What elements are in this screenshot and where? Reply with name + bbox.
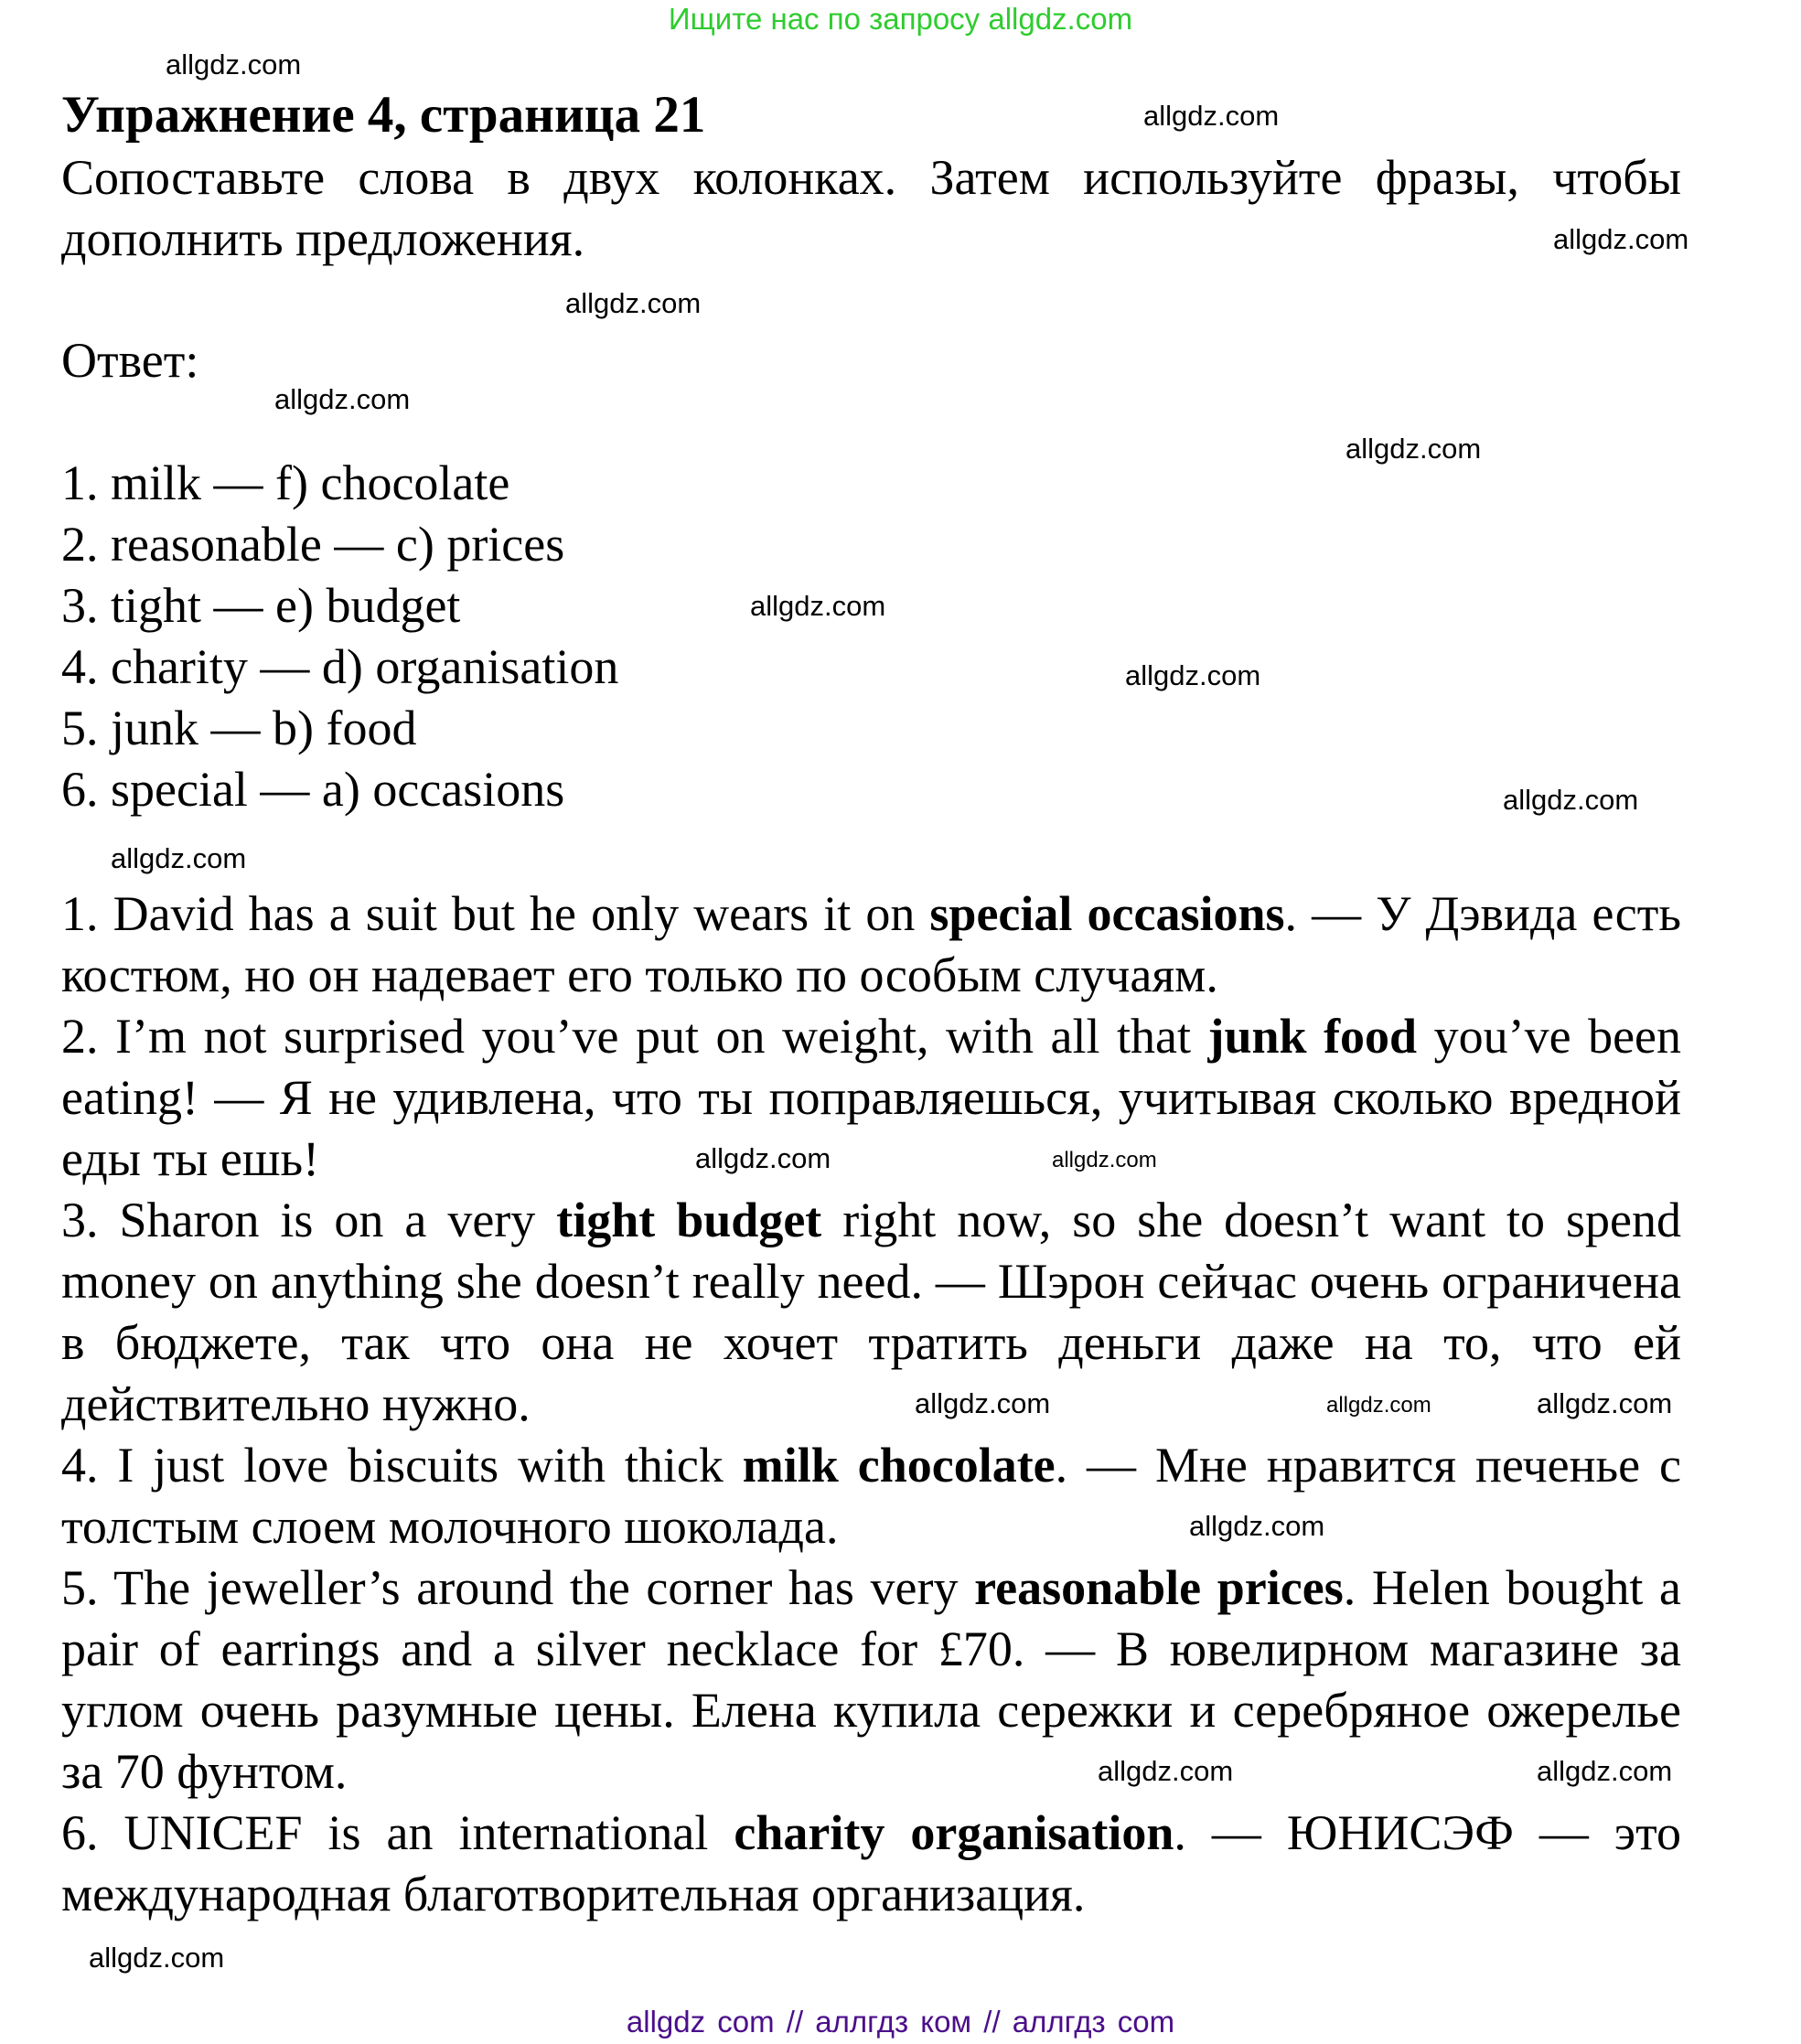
sentence-text: 5. The jeweller’s around the corner has very bbox=[61, 1560, 975, 1615]
sentence-phrase: junk food bbox=[1207, 1009, 1418, 1064]
sentence-text: 2. I’m not surprised you’ve put on weight, with all that bbox=[61, 1009, 1208, 1064]
sentence-item bbox=[61, 1006, 1681, 1190]
sentence-phrase: tight budget bbox=[556, 1193, 822, 1247]
watermark: allgdz.com bbox=[915, 1387, 1051, 1419]
watermark: allgdz.com bbox=[1345, 433, 1482, 465]
match-item: 6. special — a) occasions bbox=[61, 762, 565, 817]
sentence-item bbox=[61, 1190, 1681, 1435]
match-item: 5. junk — b) food bbox=[61, 701, 417, 755]
watermark: allgdz.com bbox=[166, 48, 302, 80]
sentence-item bbox=[61, 1557, 1681, 1803]
watermark: allgdz.com bbox=[1537, 1387, 1673, 1419]
sentence-text: 1. David has a suit but he only wears it on bbox=[61, 886, 930, 941]
watermark: allgdz.com bbox=[1143, 100, 1280, 132]
sentence-text: you’ve been eating! — Я не удивлена, что ты поправляешься, учитывая сколько вредной еды ты ешь! bbox=[61, 1009, 1682, 1186]
watermark: allgdz.com bbox=[750, 590, 886, 622]
sentence-phrase: special occasions bbox=[929, 886, 1285, 941]
match-item: 2. reasonable — c) prices bbox=[61, 517, 565, 572]
sentence-text: 6. UNICEF is an international bbox=[61, 1805, 734, 1860]
sentence-text: . — ЮНИСЭФ — это международная благотворительная организация. bbox=[61, 1805, 1681, 1921]
sentence-text: . Helen bought a pair of earrings and a silver necklace for £70. — В ювелирном магазине за углом очень разумные цены. Елена купила сережки и серебряное ожерелье за 70 фунтом. bbox=[61, 1560, 1681, 1799]
watermark: allgdz.com bbox=[1326, 1393, 1431, 1418]
match-item: 4. charity — d) organisation bbox=[61, 639, 619, 694]
exercise-instruction: Сопоставьте слова в двух колонках. Затем используйте фразы, чтобы дополнить предложения. bbox=[61, 150, 1681, 266]
watermark: allgdz.com bbox=[274, 383, 411, 415]
watermark: allgdz.com bbox=[1125, 659, 1261, 691]
watermark: allgdz.com bbox=[1503, 784, 1639, 816]
sentence-item bbox=[61, 1435, 1681, 1557]
match-item: 3. tight — e) budget bbox=[61, 578, 461, 633]
answer-label: Ответ: bbox=[61, 333, 199, 388]
watermark: allgdz.com bbox=[1098, 1755, 1234, 1787]
completed-sentences-list bbox=[61, 883, 1681, 1925]
sentence-item bbox=[61, 1803, 1681, 1925]
watermark: allgdz.com bbox=[1553, 223, 1689, 255]
exercise-heading: Упражнение 4, страница 21 bbox=[61, 86, 706, 144]
watermark: allgdz.com bbox=[111, 842, 247, 874]
watermark: allgdz.com bbox=[1189, 1510, 1325, 1542]
sentence-text: 4. I just love biscuits with thick bbox=[61, 1438, 743, 1493]
watermark: allgdz.com bbox=[695, 1142, 831, 1174]
sentence-text: . — Мне нравится печенье с толстым слоем молочного шоколада. bbox=[61, 1438, 1681, 1554]
matching-answers-list bbox=[61, 453, 618, 820]
sentence-text: . — У Дэвида есть костюм, но он надевает его только по особым случаям. bbox=[61, 886, 1681, 1002]
sentence-phrase: reasonable prices bbox=[974, 1560, 1344, 1615]
watermark: allgdz.com bbox=[89, 1942, 225, 1974]
sentence-text: right now, so she doesn’t want to spend money on anything she doesn’t really need. — Шэрон сейчас очень ограничена в бюджете, так что она не хочет тратить деньги даже на то, что ей действительно нужно. bbox=[61, 1193, 1682, 1431]
watermark: allgdz.com bbox=[1537, 1755, 1673, 1787]
sentence-text: 3. Sharon is on a very bbox=[61, 1193, 557, 1247]
search-hint-banner: Ищите нас по запросу allgdz.com bbox=[668, 2, 1133, 36]
sentence-phrase: charity organisation bbox=[734, 1805, 1174, 1860]
sentence-phrase: milk chocolate bbox=[742, 1438, 1056, 1493]
watermark: allgdz.com bbox=[1052, 1148, 1157, 1172]
watermark: allgdz.com bbox=[565, 287, 702, 319]
match-item: 1. milk — f) chocolate bbox=[61, 455, 510, 510]
site-footer-banner: allgdz com // аллгдз ком // аллгдз com bbox=[626, 2005, 1175, 2039]
sentence-item bbox=[61, 883, 1681, 1006]
